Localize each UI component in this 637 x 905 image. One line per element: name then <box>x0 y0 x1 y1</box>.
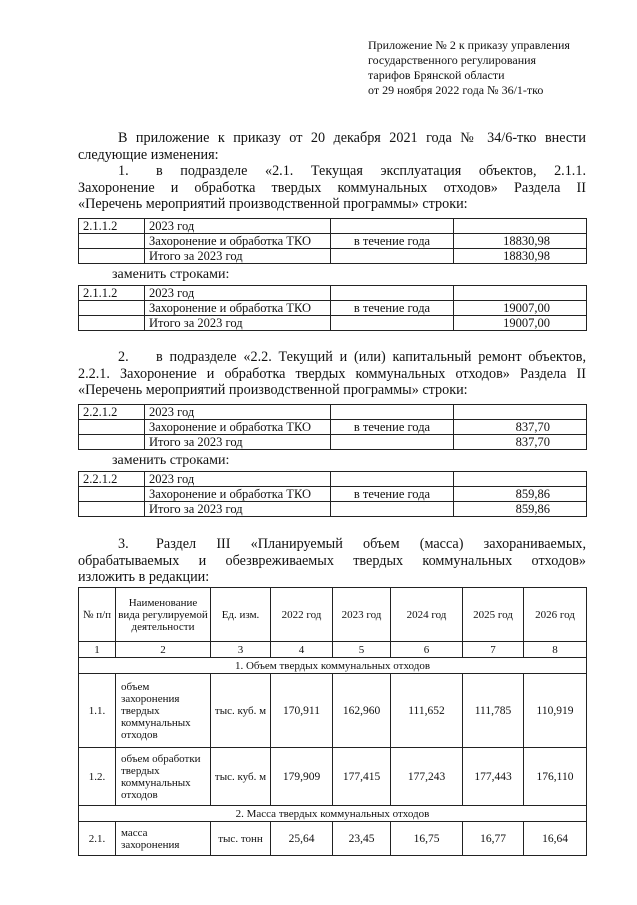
table-row <box>79 286 587 301</box>
row-period: в течение года <box>331 234 454 249</box>
column-header: 2026 год <box>524 588 587 642</box>
item-text: изложить в редакции: <box>78 569 210 585</box>
item-text: в подразделе «2.2. Текущий и (или) капитальный ремонт объектов, <box>156 349 586 365</box>
value-2025: 16,77 <box>463 822 524 856</box>
value-2022: 179,909 <box>271 748 333 806</box>
row-year: 2023 год <box>145 472 331 487</box>
total-value: 19007,00 <box>454 316 587 331</box>
row-period: в течение года <box>331 420 454 435</box>
column-number: 6 <box>391 642 463 658</box>
value-2023: 162,960 <box>333 674 391 748</box>
planned-volume-table <box>78 587 587 856</box>
row-value: 837,70 <box>454 420 587 435</box>
table-row <box>79 234 587 249</box>
row-unit: тыс. тонн <box>211 822 271 856</box>
column-number: 4 <box>271 642 333 658</box>
column-header: Наименование вида регулируемой деятельности <box>116 588 211 642</box>
row-period: в течение года <box>331 301 454 316</box>
table-row <box>79 420 587 435</box>
column-header: № п/п <box>79 588 116 642</box>
row-number: 1.2. <box>79 748 116 806</box>
header-line: тарифов Брянской области <box>368 68 505 82</box>
replace-label: заменить строками: <box>112 453 230 468</box>
intro-line: следующие изменения: <box>78 146 219 163</box>
row-code: 2.2.1.2 <box>79 472 145 487</box>
value-2025: 177,443 <box>463 748 524 806</box>
item-2-paragraph <box>78 349 586 399</box>
total-label: Итого за 2023 год <box>145 249 331 264</box>
row-year: 2023 год <box>145 219 331 234</box>
item-text: «Перечень мероприятий производственной программы» строки: <box>78 382 468 398</box>
total-value: 18830,98 <box>454 249 587 264</box>
item-text: Раздел III «Планируемый объем (масса) захораниваемых, <box>156 536 586 552</box>
row-name: Захоронение и обработка ТКО <box>145 234 331 249</box>
item-number: 2. <box>118 349 129 365</box>
old-rows-table-2-2 <box>78 404 587 450</box>
intro-line: В приложение к приказу от 20 декабря 2021 года № 34/6-тко внести <box>118 130 586 146</box>
header-line: от 29 ноября 2022 года № 36/1-тко <box>368 83 544 97</box>
column-header: 2023 год <box>333 588 391 642</box>
total-label: Итого за 2023 год <box>145 316 331 331</box>
value-2026: 176,110 <box>524 748 587 806</box>
intro-paragraph <box>78 130 586 163</box>
section-row <box>79 658 587 674</box>
table-row <box>79 249 587 264</box>
column-header: 2025 год <box>463 588 524 642</box>
row-unit: тыс. куб. м <box>211 674 271 748</box>
old-rows-table-2-1 <box>78 218 587 264</box>
table-row <box>79 301 587 316</box>
value-2026: 110,919 <box>524 674 587 748</box>
value-2026: 16,64 <box>524 822 587 856</box>
item-text: «Перечень мероприятий производственной программы» строки: <box>78 196 468 212</box>
item-1-paragraph <box>78 163 586 213</box>
column-header: 2022 год <box>271 588 333 642</box>
value-2022: 170,911 <box>271 674 333 748</box>
value-2023: 177,415 <box>333 748 391 806</box>
table-row <box>79 822 587 856</box>
row-value: 18830,98 <box>454 234 587 249</box>
section-row <box>79 806 587 822</box>
row-name: Захоронение и обработка ТКО <box>145 301 331 316</box>
row-year: 2023 год <box>145 286 331 301</box>
row-code: 2.2.1.2 <box>79 405 145 420</box>
row-value: 19007,00 <box>454 301 587 316</box>
column-number: 5 <box>333 642 391 658</box>
appendix-header <box>368 38 628 98</box>
item-text: обрабатываемых и обезвреживаемых твердых коммунальных отходов» <box>78 552 586 569</box>
row-value: 859,86 <box>454 487 587 502</box>
row-code: 2.1.1.2 <box>79 219 145 234</box>
header-line: Приложение № 2 к приказу управления <box>368 38 570 52</box>
row-code: 2.1.1.2 <box>79 286 145 301</box>
table-row <box>79 487 587 502</box>
row-number: 1.1. <box>79 674 116 748</box>
value-2024: 111,652 <box>391 674 463 748</box>
column-number: 1 <box>79 642 116 658</box>
row-number: 2.1. <box>79 822 116 856</box>
row-year: 2023 год <box>145 405 331 420</box>
item-3-paragraph <box>78 536 586 586</box>
header-line: государственного регулирования <box>368 53 537 67</box>
column-number: 7 <box>463 642 524 658</box>
column-number: 2 <box>116 642 211 658</box>
row-unit: тыс. куб. м <box>211 748 271 806</box>
column-number-row <box>79 642 587 658</box>
column-header: 2024 год <box>391 588 463 642</box>
replace-label: заменить строками: <box>112 267 230 282</box>
table-row <box>79 435 587 450</box>
section-title: 1. Объем твердых коммунальных отходов <box>79 658 587 674</box>
total-value: 859,86 <box>454 502 587 517</box>
table-row <box>79 219 587 234</box>
item-number: 3. <box>118 536 129 552</box>
value-2024: 177,243 <box>391 748 463 806</box>
header-row <box>79 588 587 642</box>
new-rows-table-2-1 <box>78 285 587 331</box>
row-name: Захоронение и обработка ТКО <box>145 487 331 502</box>
table-row <box>79 502 587 517</box>
row-name: объем обработки твердых коммунальных отходов <box>116 748 211 806</box>
table-row <box>79 472 587 487</box>
item-text: 2.2.1. Захоронение и обработка твердых коммунальных отходов» Раздела II <box>78 365 586 382</box>
column-number: 3 <box>211 642 271 658</box>
row-period: в течение года <box>331 487 454 502</box>
total-value: 837,70 <box>454 435 587 450</box>
value-2025: 111,785 <box>463 674 524 748</box>
section-title: 2. Масса твердых коммунальных отходов <box>79 806 587 822</box>
total-label: Итого за 2023 год <box>145 435 331 450</box>
table-row <box>79 674 587 748</box>
value-2023: 23,45 <box>333 822 391 856</box>
column-number: 8 <box>524 642 587 658</box>
table-row <box>79 405 587 420</box>
new-rows-table-2-2 <box>78 471 587 517</box>
table-row <box>79 316 587 331</box>
item-text: Захоронение и обработка твердых коммунальных отходов» Раздела II <box>78 179 586 196</box>
column-header: Ед. изм. <box>211 588 271 642</box>
row-name: объем захоронения твердых коммунальных отходов <box>116 674 211 748</box>
table-row <box>79 748 587 806</box>
value-2024: 16,75 <box>391 822 463 856</box>
total-label: Итого за 2023 год <box>145 502 331 517</box>
row-name: масса захоронения <box>116 822 211 856</box>
item-number: 1. <box>118 163 129 179</box>
value-2022: 25,64 <box>271 822 333 856</box>
row-name: Захоронение и обработка ТКО <box>145 420 331 435</box>
item-text: в подразделе «2.1. Текущая эксплуатация объектов, 2.1.1. <box>156 163 586 179</box>
